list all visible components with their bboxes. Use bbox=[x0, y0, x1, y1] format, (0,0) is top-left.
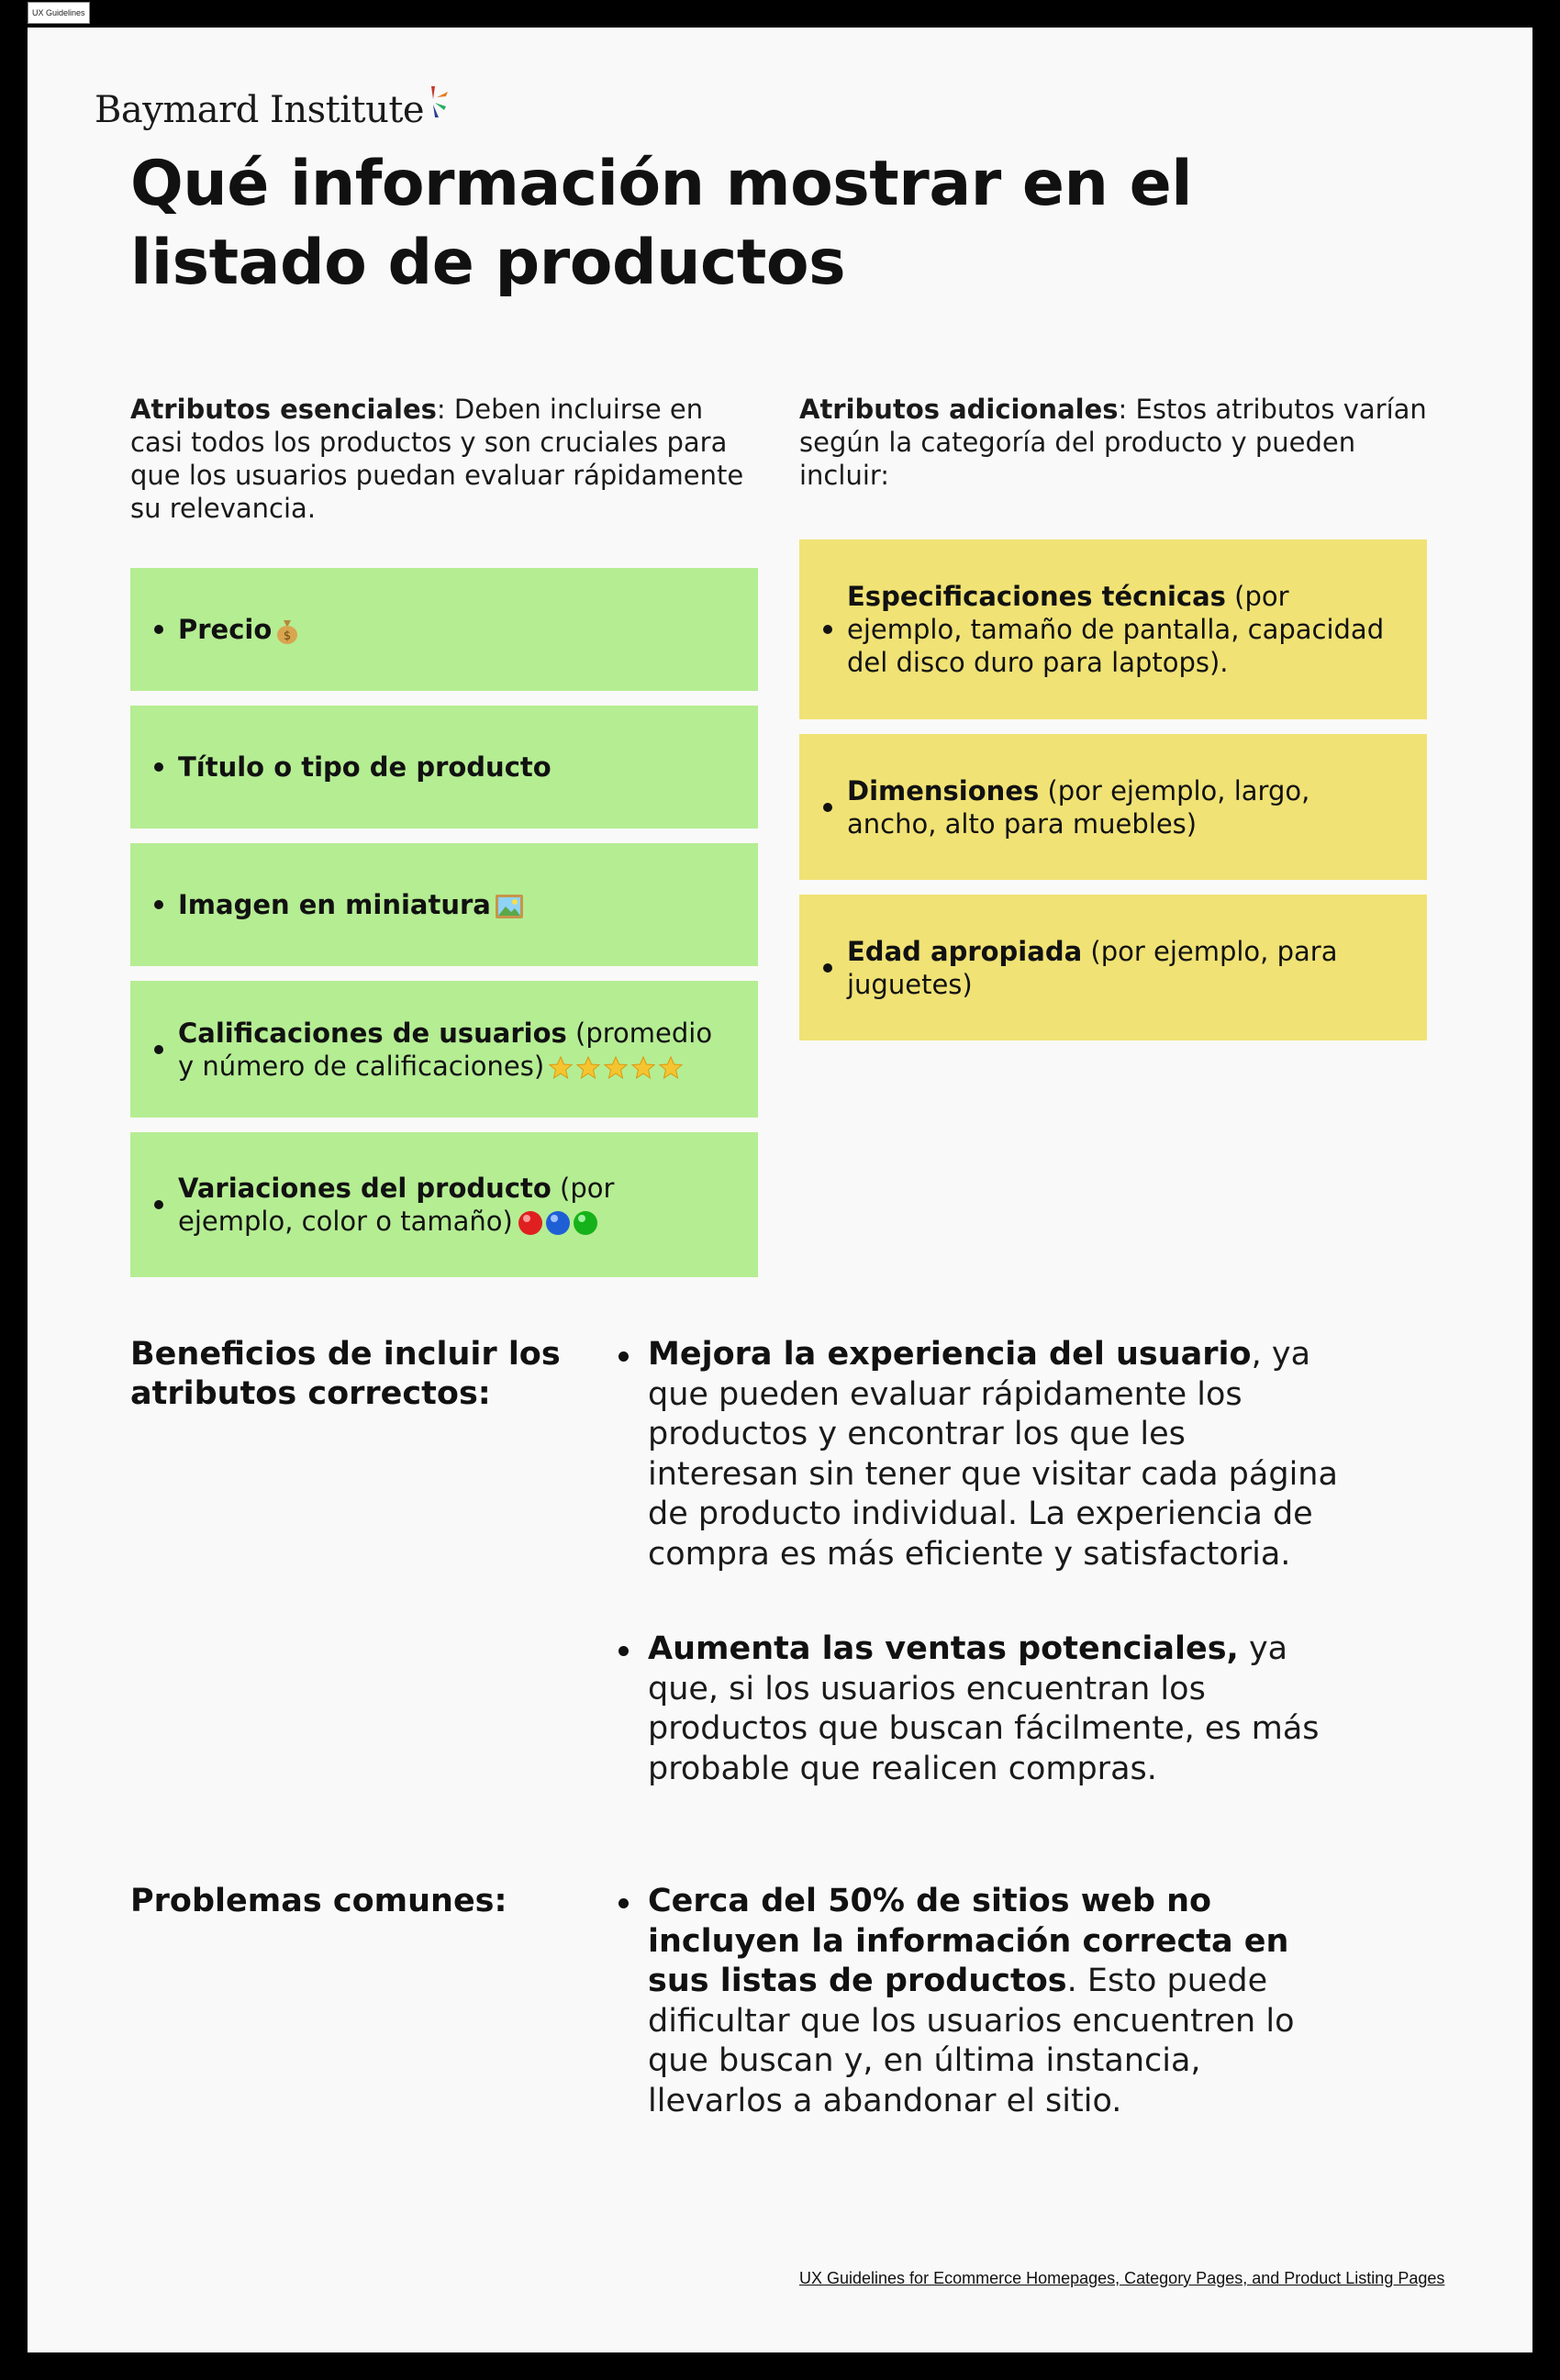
page-title: Qué información mostrar en el listado de productos bbox=[130, 148, 1193, 299]
baymard-logo bbox=[95, 73, 450, 131]
document-page bbox=[28, 28, 1532, 2352]
logo-mark-icon bbox=[426, 84, 450, 121]
five-stars-icon bbox=[548, 1055, 684, 1081]
svg-text:$: $ bbox=[284, 629, 292, 643]
item-bold: Precio bbox=[178, 614, 273, 645]
essential-attributes-column bbox=[130, 393, 758, 1277]
color-dots-icon bbox=[517, 1209, 601, 1237]
money-bag-icon bbox=[275, 617, 299, 645]
item-bold: Calificaciones de usuarios bbox=[178, 1017, 567, 1049]
problems-list bbox=[615, 1882, 1340, 2121]
item-bold: Edad apropiada bbox=[847, 935, 1083, 967]
additional-lead: Atributos adicionales bbox=[799, 394, 1119, 425]
additional-item-dimensions: Dimensiones (por ejemplo, largo, ancho, alto para muebles) bbox=[799, 734, 1427, 880]
essential-item-ratings: Calificaciones de usuarios (promedio y número de calificaciones) bbox=[130, 981, 758, 1118]
item-bold: Título o tipo de producto bbox=[178, 751, 552, 783]
additional-item-age: Edad apropiada (por ejemplo, para juguetes) bbox=[799, 895, 1427, 1040]
item-bold: Variaciones del producto bbox=[178, 1173, 552, 1204]
item-bold: Especificaciones técnicas bbox=[847, 581, 1226, 612]
benefits-list bbox=[615, 1335, 1340, 1789]
additional-text: : Estos atributos varían según la categoría del producto y pueden incluir: bbox=[799, 394, 1427, 491]
essential-item-thumbnail bbox=[130, 843, 758, 966]
problems-label: Problemas comunes: bbox=[130, 1883, 507, 1919]
logo-text: Baymard Institute bbox=[95, 89, 425, 131]
essential-text: : Deben incluirse en casi todos los productos y son cruciales para que los usuarios puedan evaluar rápidamente su relevancia. bbox=[130, 394, 744, 524]
benefit-item: Mejora la experiencia del usuario, ya que pueden evaluar rápidamente los productos y encontrar los que les interesan sin tener que visitar cada página de producto individual. La experiencia de compra es más eficiente y satisfactoria. bbox=[615, 1335, 1340, 1574]
additional-item-specs: Especificaciones técnicas (por ejemplo, tamaño de pantalla, capacidad del disco duro para laptops). bbox=[799, 539, 1427, 719]
essential-lead: Atributos esenciales bbox=[130, 394, 437, 425]
problem-item: Cerca del 50% de sitios web no incluyen la información correcta en sus listas de productos. Esto puede dificultar que los usuarios encuentren lo que buscan y, en última instancia, llevarlos a abandonar el sitio. bbox=[615, 1882, 1340, 2121]
tab-label[interactable]: UX Guidelines bbox=[28, 2, 90, 24]
essential-intro bbox=[130, 393, 758, 525]
additional-attributes-column bbox=[799, 393, 1427, 1040]
benefits-label: Beneficios de incluir los atributos correctos: bbox=[130, 1336, 561, 1412]
essential-item-variations: Variaciones del producto (por ejemplo, color o tamaño) bbox=[130, 1132, 758, 1277]
guidelines-footer-link[interactable]: UX Guidelines for Ecommerce Homepages, Category Pages, and Product Listing Pages bbox=[799, 2269, 1445, 2287]
benefit-item: Aumenta las ventas potenciales, ya que, si los usuarios encuentran los productos que buscan fácilmente, es más probable que realicen compras. bbox=[615, 1629, 1340, 1789]
essential-item-price bbox=[130, 568, 758, 691]
essential-item-title bbox=[130, 706, 758, 829]
additional-intro bbox=[799, 393, 1427, 492]
item-bold: Dimensiones bbox=[847, 774, 1040, 806]
framed-picture-icon bbox=[495, 894, 524, 919]
item-bold: Imagen en miniatura bbox=[178, 889, 491, 920]
